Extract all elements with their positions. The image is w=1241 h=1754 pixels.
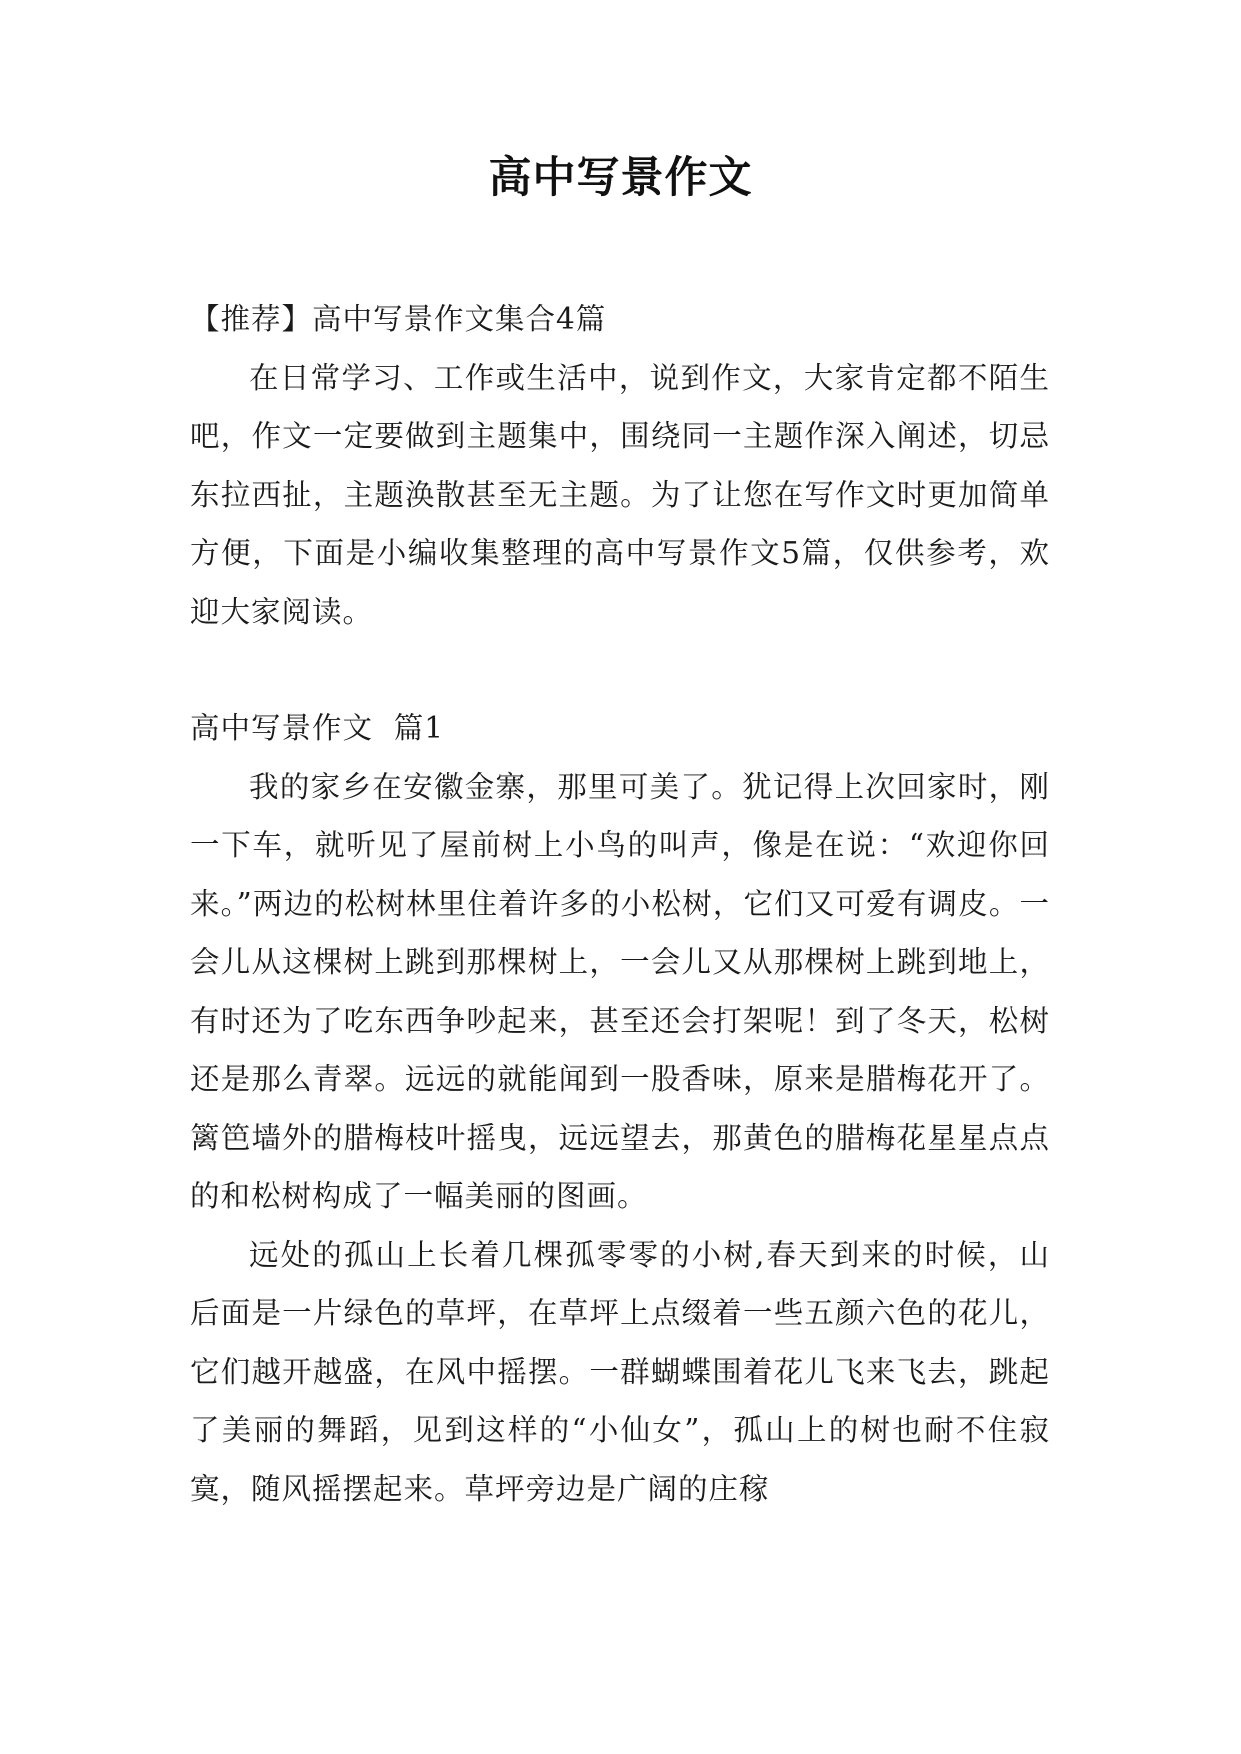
section-spacer xyxy=(190,641,1050,699)
section-heading: 高中写景作文 篇1 xyxy=(190,711,445,745)
document-body xyxy=(190,290,1050,1518)
body-paragraph: 我的家乡在安徽金寨，那里可美了。犹记得上次回家时，刚一下车，就听见了屋前树上小鸟的叫声，像是在说：“欢迎你回来。”两边的松树林里住着许多的小松树，它们又可爱有调皮。一会儿从这棵树上跳到那棵树上，一会儿又从那棵树上跳到地上，有时还为了吃东西争吵起来，甚至还会打架呢！到了冬天，松树还是那么青翠。远远的就能闻到一股香味，原来是腊梅花开了。篱笆墙外的腊梅枝叶摇曳，远远望去，那黄色的腊梅花星星点点的和松树构成了一幅美丽的图画。 xyxy=(190,769,1050,1213)
intro-paragraph: 在日常学习、工作或生活中，说到作文，大家肯定都不陌生吧，作文一定要做到主题集中，围绕同一主题作深入阐述，切忌东拉西扯，主题涣散甚至无主题。为了让您在写作文时更加简单方便，下面是小编收集整理的高中写景作文5篇，仅供参考，欢迎大家阅读。 xyxy=(190,360,1050,629)
intro-heading: 【推荐】高中写景作文集合4篇 xyxy=(190,302,607,336)
body-paragraph: 远处的孤山上长着几棵孤零零的小树,春天到来的时候，山后面是一片绿色的草坪，在草坪上点缀着一些五颜六色的花儿，它们越开越盛，在风中摇摆。一群蝴蝶围着花儿飞来飞去，跳起了美丽的舞蹈，见到这样的“小仙女”，孤山上的树也耐不住寂寞，随风摇摆起来。草坪旁边是广阔的庄稼 xyxy=(190,1237,1050,1506)
document-title: 高中写景作文 xyxy=(488,153,753,203)
